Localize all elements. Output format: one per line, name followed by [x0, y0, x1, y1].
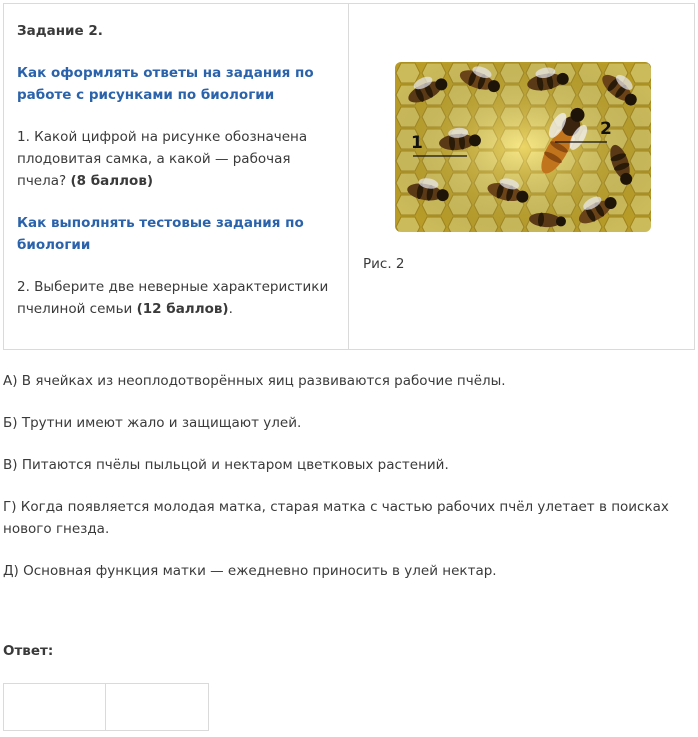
question-2-text: 2. Выберите две неверные характеристики пчелиной семьи — [17, 279, 329, 317]
question-2-points: (12 баллов) — [136, 301, 229, 317]
bees-honeycomb-illustration — [395, 62, 651, 232]
question-2-end: . — [228, 301, 233, 317]
option-d: Д) Основная функция матки — ежедневно приносить в улей нектар. — [3, 563, 497, 579]
task-table — [3, 3, 695, 350]
question-1-text: 1. Какой цифрой на рисунке обозначена плодовитая самка, а какой — рабочая пчела? — [17, 129, 308, 189]
option-g: Г) Когда появляется молодая матка, старая матка с частью рабочих пчёл улетает в поисках нового гнезда. — [3, 499, 669, 537]
question-1 — [17, 126, 336, 192]
bee-photo — [395, 62, 651, 232]
task-text-cell — [4, 4, 349, 349]
figure-cell — [349, 4, 694, 349]
answer-boxes — [3, 683, 209, 731]
question-1-points: (8 баллов) — [70, 173, 154, 189]
figure-label-2: 2 — [600, 119, 612, 139]
link-test-tasks[interactable]: Как выполнять тестовые задания по биологии — [17, 215, 304, 253]
question-2 — [17, 276, 336, 320]
option-v: В) Питаются пчёлы пыльцой и нектаром цветковых растений. — [3, 457, 449, 473]
link-answer-format[interactable]: Как оформлять ответы на задания по работе с рисунками по биологии — [17, 65, 314, 103]
option-b: Б) Трутни имеют жало и защищают улей. — [3, 415, 302, 431]
answer-box-2[interactable] — [106, 683, 209, 731]
answer-label: Ответ: — [3, 643, 54, 659]
option-a: А) В ячейках из неоплодотворённых яиц развиваются рабочие пчёлы. — [3, 373, 506, 389]
answer-box-1[interactable] — [3, 683, 106, 731]
task-title: Задание 2. — [17, 23, 103, 39]
figure-label-1: 1 — [411, 133, 423, 153]
answer-options — [3, 370, 693, 602]
figure-caption: Рис. 2 — [363, 256, 405, 272]
